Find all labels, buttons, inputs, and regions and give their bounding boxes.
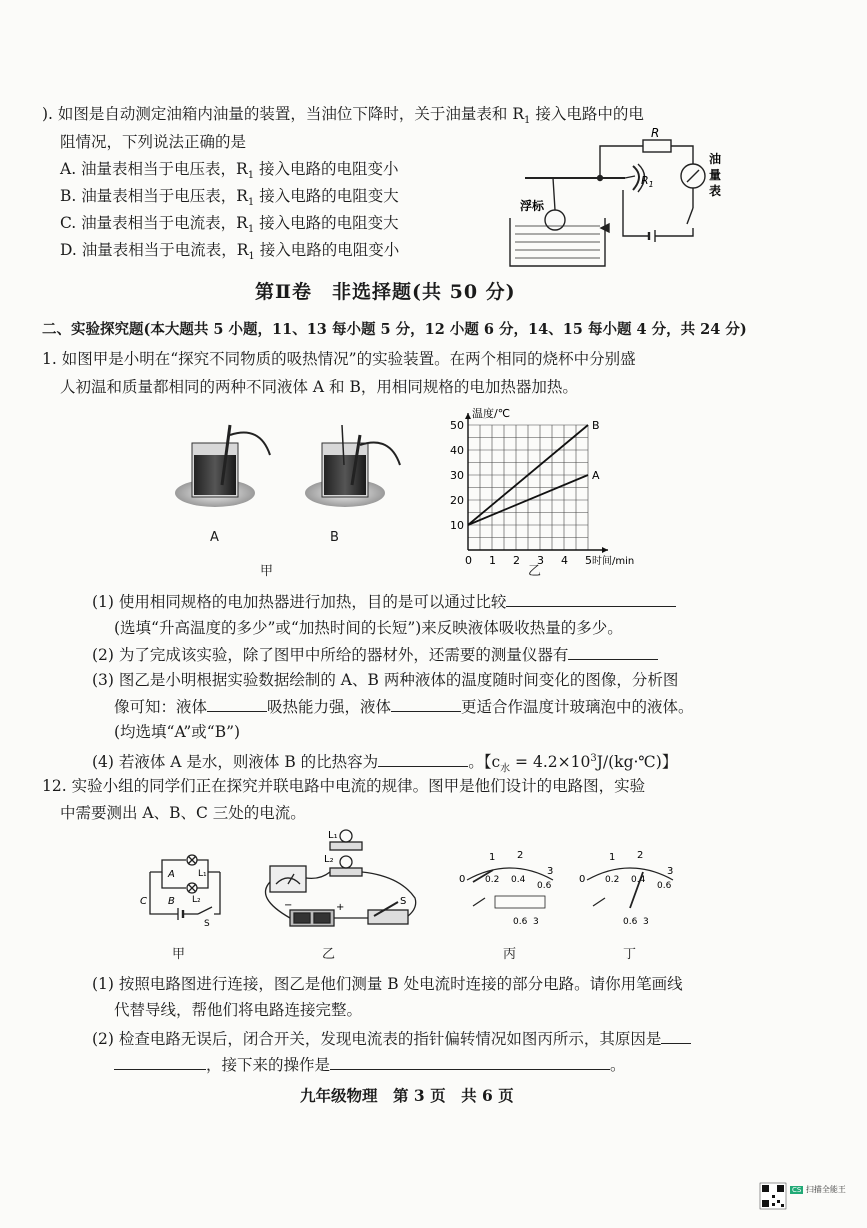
q11-stem-line1: 1. 如图甲是小明在“探究不同物质的吸热情况”的实验装置。在两个相同的烧杯中分别盛 <box>42 350 636 368</box>
series-label-a: A <box>592 469 600 482</box>
bing-scale-04: 0.4 <box>511 875 526 885</box>
q11-sub1-b: (选填“升高温度的多少”或“加热时间的长短”)来反映液体吸收热量的多少。 <box>114 619 623 637</box>
beaker-a-label: A <box>210 530 219 545</box>
bing-scale-02: 0.2 <box>485 875 500 885</box>
ammeter-icon <box>270 866 306 892</box>
bulb-l1-icon <box>340 830 352 842</box>
q10-option-d[interactable]: D. 油量表相当于电流表，$R_1$ 接入电路的电阻变小 <box>60 241 400 263</box>
y-axis-label: 温度/℃ <box>472 407 511 420</box>
q11-sub3-b: 像可知：液体 吸热能力强，液体 更适合作温度计玻璃泡中的液体。 <box>114 695 694 718</box>
q10-option-c[interactable]: C. 油量表相当于电流表，$R_1$ 接入电路的电阻变大 <box>60 214 399 236</box>
qr-code-icon <box>760 1183 786 1209</box>
ding-scale-3: 3 <box>667 866 674 877</box>
x-axis-label: 时间/min <box>592 556 635 567</box>
label-meter-1: 油 <box>709 152 722 166</box>
bing-scale-06: 0.6 <box>537 881 552 891</box>
point-a-label: A <box>168 869 175 880</box>
oil-gauge-diagram <box>505 128 735 278</box>
q11-sub3-c: (均选填“A”或“B”) <box>114 723 241 741</box>
series-label-b: B <box>592 419 600 432</box>
x-tick-label: 0 <box>465 554 472 567</box>
ammeter-dial-bing <box>455 846 565 926</box>
label-meter-3: 表 <box>709 184 722 198</box>
fig12-yi-label: 乙 <box>322 947 336 962</box>
q12-sub2-a: (2) 检查电路无误后，闭合开关，发现电流表的指针偏转情况如图丙所示，其原因是 <box>92 1027 691 1050</box>
bing-scale-3: 3 <box>547 866 554 877</box>
x-tick-label: 4 <box>561 554 568 567</box>
y-tick-label: 40 <box>450 444 464 457</box>
x-axis-arrow <box>602 547 608 553</box>
y-tick-label: 10 <box>450 519 464 532</box>
ammeter-dial-ding <box>575 846 685 926</box>
l1-label: L₁ <box>198 869 207 879</box>
ding-scale-06: 0.6 <box>657 881 672 891</box>
q11-blank-2[interactable] <box>568 643 658 660</box>
x-tick-label: 5 <box>585 554 592 567</box>
page-footer: 九年级物理 第 3 页 共 6 页 <box>300 1086 514 1105</box>
switch-icon <box>368 910 408 924</box>
q11-sub2: (2) 为了完成该实验，除了图甲中所给的器材外，还需要的测量仪器有 <box>92 643 658 666</box>
bulb-l2-label: L₂ <box>324 854 334 865</box>
float-icon <box>545 210 565 230</box>
ding-scale-0: 0 <box>579 874 586 885</box>
battery-plus: + <box>336 902 345 913</box>
q11-blank-4[interactable] <box>391 695 461 712</box>
point-b-label: B <box>168 896 175 907</box>
q11-sub1-a: (1) 使用相同规格的电加热器进行加热，目的是可以通过比较 <box>92 590 676 613</box>
bing-scale-0: 0 <box>459 874 466 885</box>
q10-option-a[interactable]: A. 油量表相当于电压表，$R_1$ 接入电路的电阻变小 <box>60 160 399 182</box>
cs-logo-icon: CS <box>792 1186 802 1194</box>
beaker-b-label: B <box>330 530 339 545</box>
battery-minus: − <box>284 900 293 911</box>
ding-terminal-3: 3 <box>643 917 649 927</box>
beaker-b-icon <box>305 425 400 507</box>
ding-scale-04: 0.4 <box>631 875 646 885</box>
ding-scale-2: 2 <box>637 850 644 861</box>
q11-stem-line2: 人初温和质量都相同的两种不同液体 A 和 B，用相同规格的电加热器加热。 <box>60 378 578 396</box>
label-meter-2: 量 <box>709 168 722 182</box>
y-axis-arrow <box>465 413 471 419</box>
q10-option-b[interactable]: B. 油量表相当于电压表，$R_1$ 接入电路的电阻变大 <box>60 187 399 209</box>
q12-sub1-b: 代替导线，帮他们将电路连接完整。 <box>114 1001 363 1019</box>
q11-sub3-a: (3) 图乙是小明根据实验数据绘制的 A、B 两种液体的温度随时间变化的图像，分析图 <box>92 671 679 689</box>
bing-scale-2: 2 <box>517 850 524 861</box>
bing-terminal-06: 0.6 <box>513 917 528 927</box>
label-r: R <box>651 126 660 140</box>
l2-label: L₂ <box>192 895 201 905</box>
fig12-jia-label: 甲 <box>172 947 186 962</box>
y-tick-label: 20 <box>450 494 464 507</box>
q12-blank-2[interactable] <box>114 1053 206 1070</box>
circuit-diagram-jia <box>140 852 230 927</box>
q11-blank-1[interactable] <box>506 590 676 607</box>
ding-terminal-06: 0.6 <box>623 917 638 927</box>
physical-circuit-yi <box>250 828 430 938</box>
part2-title: 第Ⅱ卷 非选择题(共 50 分) <box>255 281 516 303</box>
x-tick-label: 1 <box>489 554 496 567</box>
beakers-figure <box>170 425 420 545</box>
q12-stem-line1: 12. 实验小组的同学们正在探究并联电路中电流的规律。图甲是他们设计的电路图，实验 <box>42 777 646 795</box>
q10-stem-line1: ). 如图是自动测定油箱内油量的装置，当油位下降时，关于油量表和 $R_1$ 接入电路中的电 <box>42 105 644 127</box>
physical-switch-label: S <box>400 896 407 907</box>
ding-scale-02: 0.2 <box>605 875 620 885</box>
bulb-l2-icon <box>340 856 352 868</box>
fig-jia-label: 甲 <box>260 564 274 579</box>
scanner-badge: CS 扫描全能王 <box>792 1185 846 1194</box>
q10-stem-line2: 阻情况，下列说法正确的是 <box>60 133 247 151</box>
y-tick-label: 50 <box>450 419 464 432</box>
x-tick-label: 3 <box>537 554 544 567</box>
resistor-r <box>643 140 671 152</box>
q11-sub4: (4) 若液体 A 是水，则液体 B 的比热容为 。【$c_水$ = $4.2\times 10^3J/(kg\cdot℃)$】 <box>92 748 677 780</box>
q12-sub2-b: ，接下来的操作是 。 <box>114 1053 626 1076</box>
x-tick-label: 2 <box>513 554 520 567</box>
fig12-ding-label: 丁 <box>623 947 637 962</box>
section-heading: 二、实验探究题(本大题共 5 小题，11、13 每小题 5 分，12 小题 6 分，14、15 每小题 4 分，共 24 分) <box>42 321 747 338</box>
q11-blank-5[interactable] <box>378 750 468 767</box>
q12-blank-1[interactable] <box>661 1027 691 1044</box>
q12-sub1-a: (1) 按照电路图进行连接，图乙是他们测量 B 处电流时连接的部分电路。请你用笔画线 <box>92 975 683 993</box>
bulb-l1-label: L₁ <box>328 830 338 841</box>
y-tick-label: 30 <box>450 469 464 482</box>
temperature-chart <box>440 405 635 580</box>
fig12-bing-label: 丙 <box>503 947 517 962</box>
label-float: 浮标 <box>520 199 545 213</box>
ding-scale-1: 1 <box>609 852 616 863</box>
bing-terminal-3: 3 <box>533 917 539 927</box>
q12-stem-line2: 中需要测出 A、B、C 三处的电流。 <box>60 804 306 822</box>
switch-s-label: S <box>204 919 210 929</box>
fig-yi-label: 乙 <box>528 564 542 579</box>
beaker-a-icon <box>175 425 270 507</box>
q12-blank-3[interactable] <box>330 1053 610 1070</box>
point-c-label: C <box>140 896 147 907</box>
bing-scale-1: 1 <box>489 852 496 863</box>
label-r1: $R_1$ <box>641 174 654 189</box>
q11-blank-3[interactable] <box>207 695 267 712</box>
